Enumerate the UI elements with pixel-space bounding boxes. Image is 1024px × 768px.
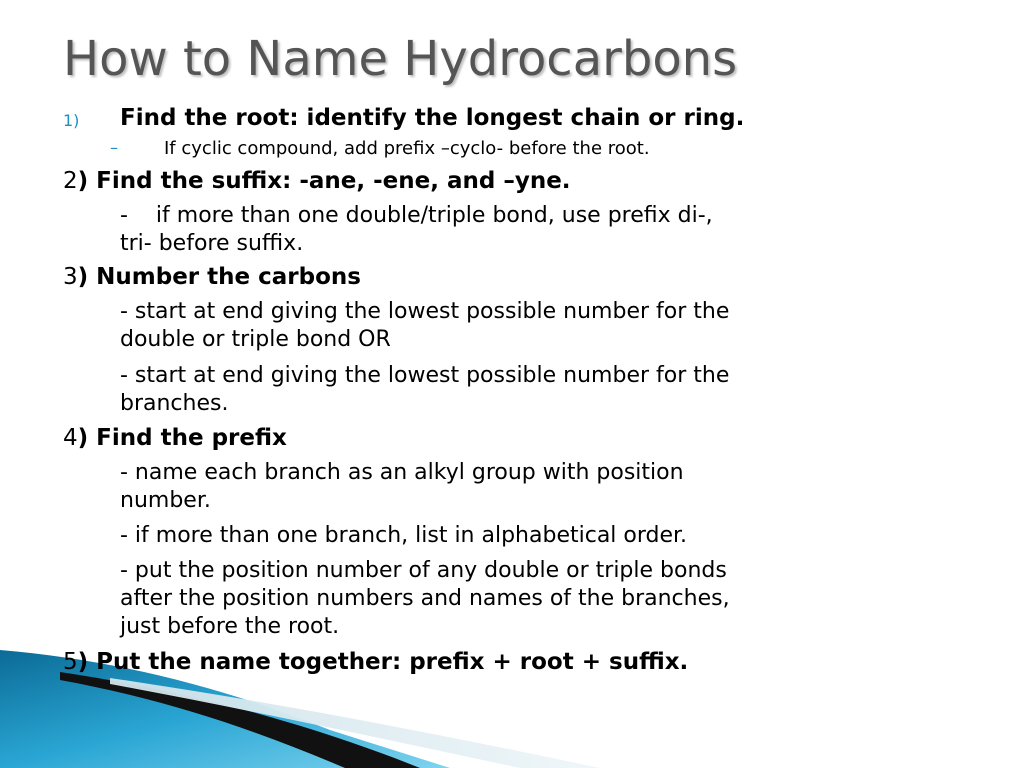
step-2-title: ) Find the suffix: -ane, -ene, and –yne. — [77, 168, 571, 194]
step-2-sub-1-line-1: - if more than one double/triple bond, use prefix di-, — [120, 203, 713, 228]
step-2-sub-1-line-2: tri- before suffix. — [120, 231, 304, 256]
step-3-sub-2-line-1: - start at end giving the lowest possible number for the — [120, 363, 730, 388]
step-4-sub-1-line-2: number. — [120, 488, 211, 513]
step-4-sub-2-line-1: - if more than one branch, list in alphabetical order. — [120, 523, 688, 548]
step-1-sub-marker: – — [110, 138, 118, 157]
step-3-title: ) Number the carbons — [77, 264, 361, 290]
step-1-heading: Find the root: identify the longest chain or ring. — [120, 105, 745, 131]
step-2-number: 2 — [63, 168, 78, 194]
step-3-sub-1-line-2: double or triple bond OR — [120, 327, 391, 352]
step-5-number: 5 — [63, 649, 78, 675]
slide-title: How to Name Hydrocarbons — [63, 31, 738, 87]
step-3-sub-2-line-2: branches. — [120, 391, 229, 416]
step-5-heading — [63, 648, 688, 677]
step-4-title: ) Find the prefix — [77, 425, 287, 451]
step-4-sub-1-line-1: - name each branch as an alkyl group with position — [120, 460, 684, 485]
step-4-heading — [63, 424, 287, 453]
step-4-number: 4 — [63, 425, 78, 451]
step-2-heading — [63, 167, 571, 196]
step-3-heading — [63, 263, 361, 292]
step-3-sub-1-line-1: - start at end giving the lowest possible number for the — [120, 299, 730, 324]
step-4-sub-3-line-1: - put the position number of any double or triple bonds — [120, 558, 727, 583]
step-4-sub-3-line-2: after the position numbers and names of the branches, — [120, 586, 730, 611]
step-1-sub-1: If cyclic compound, add prefix –cyclo- before the root. — [164, 138, 650, 159]
step-3-number: 3 — [63, 264, 78, 290]
step-1-marker: 1) — [63, 111, 80, 130]
step-4-sub-3-line-3: just before the root. — [120, 614, 340, 639]
step-5-title: ) Put the name together: prefix + root + suffix. — [77, 649, 689, 675]
